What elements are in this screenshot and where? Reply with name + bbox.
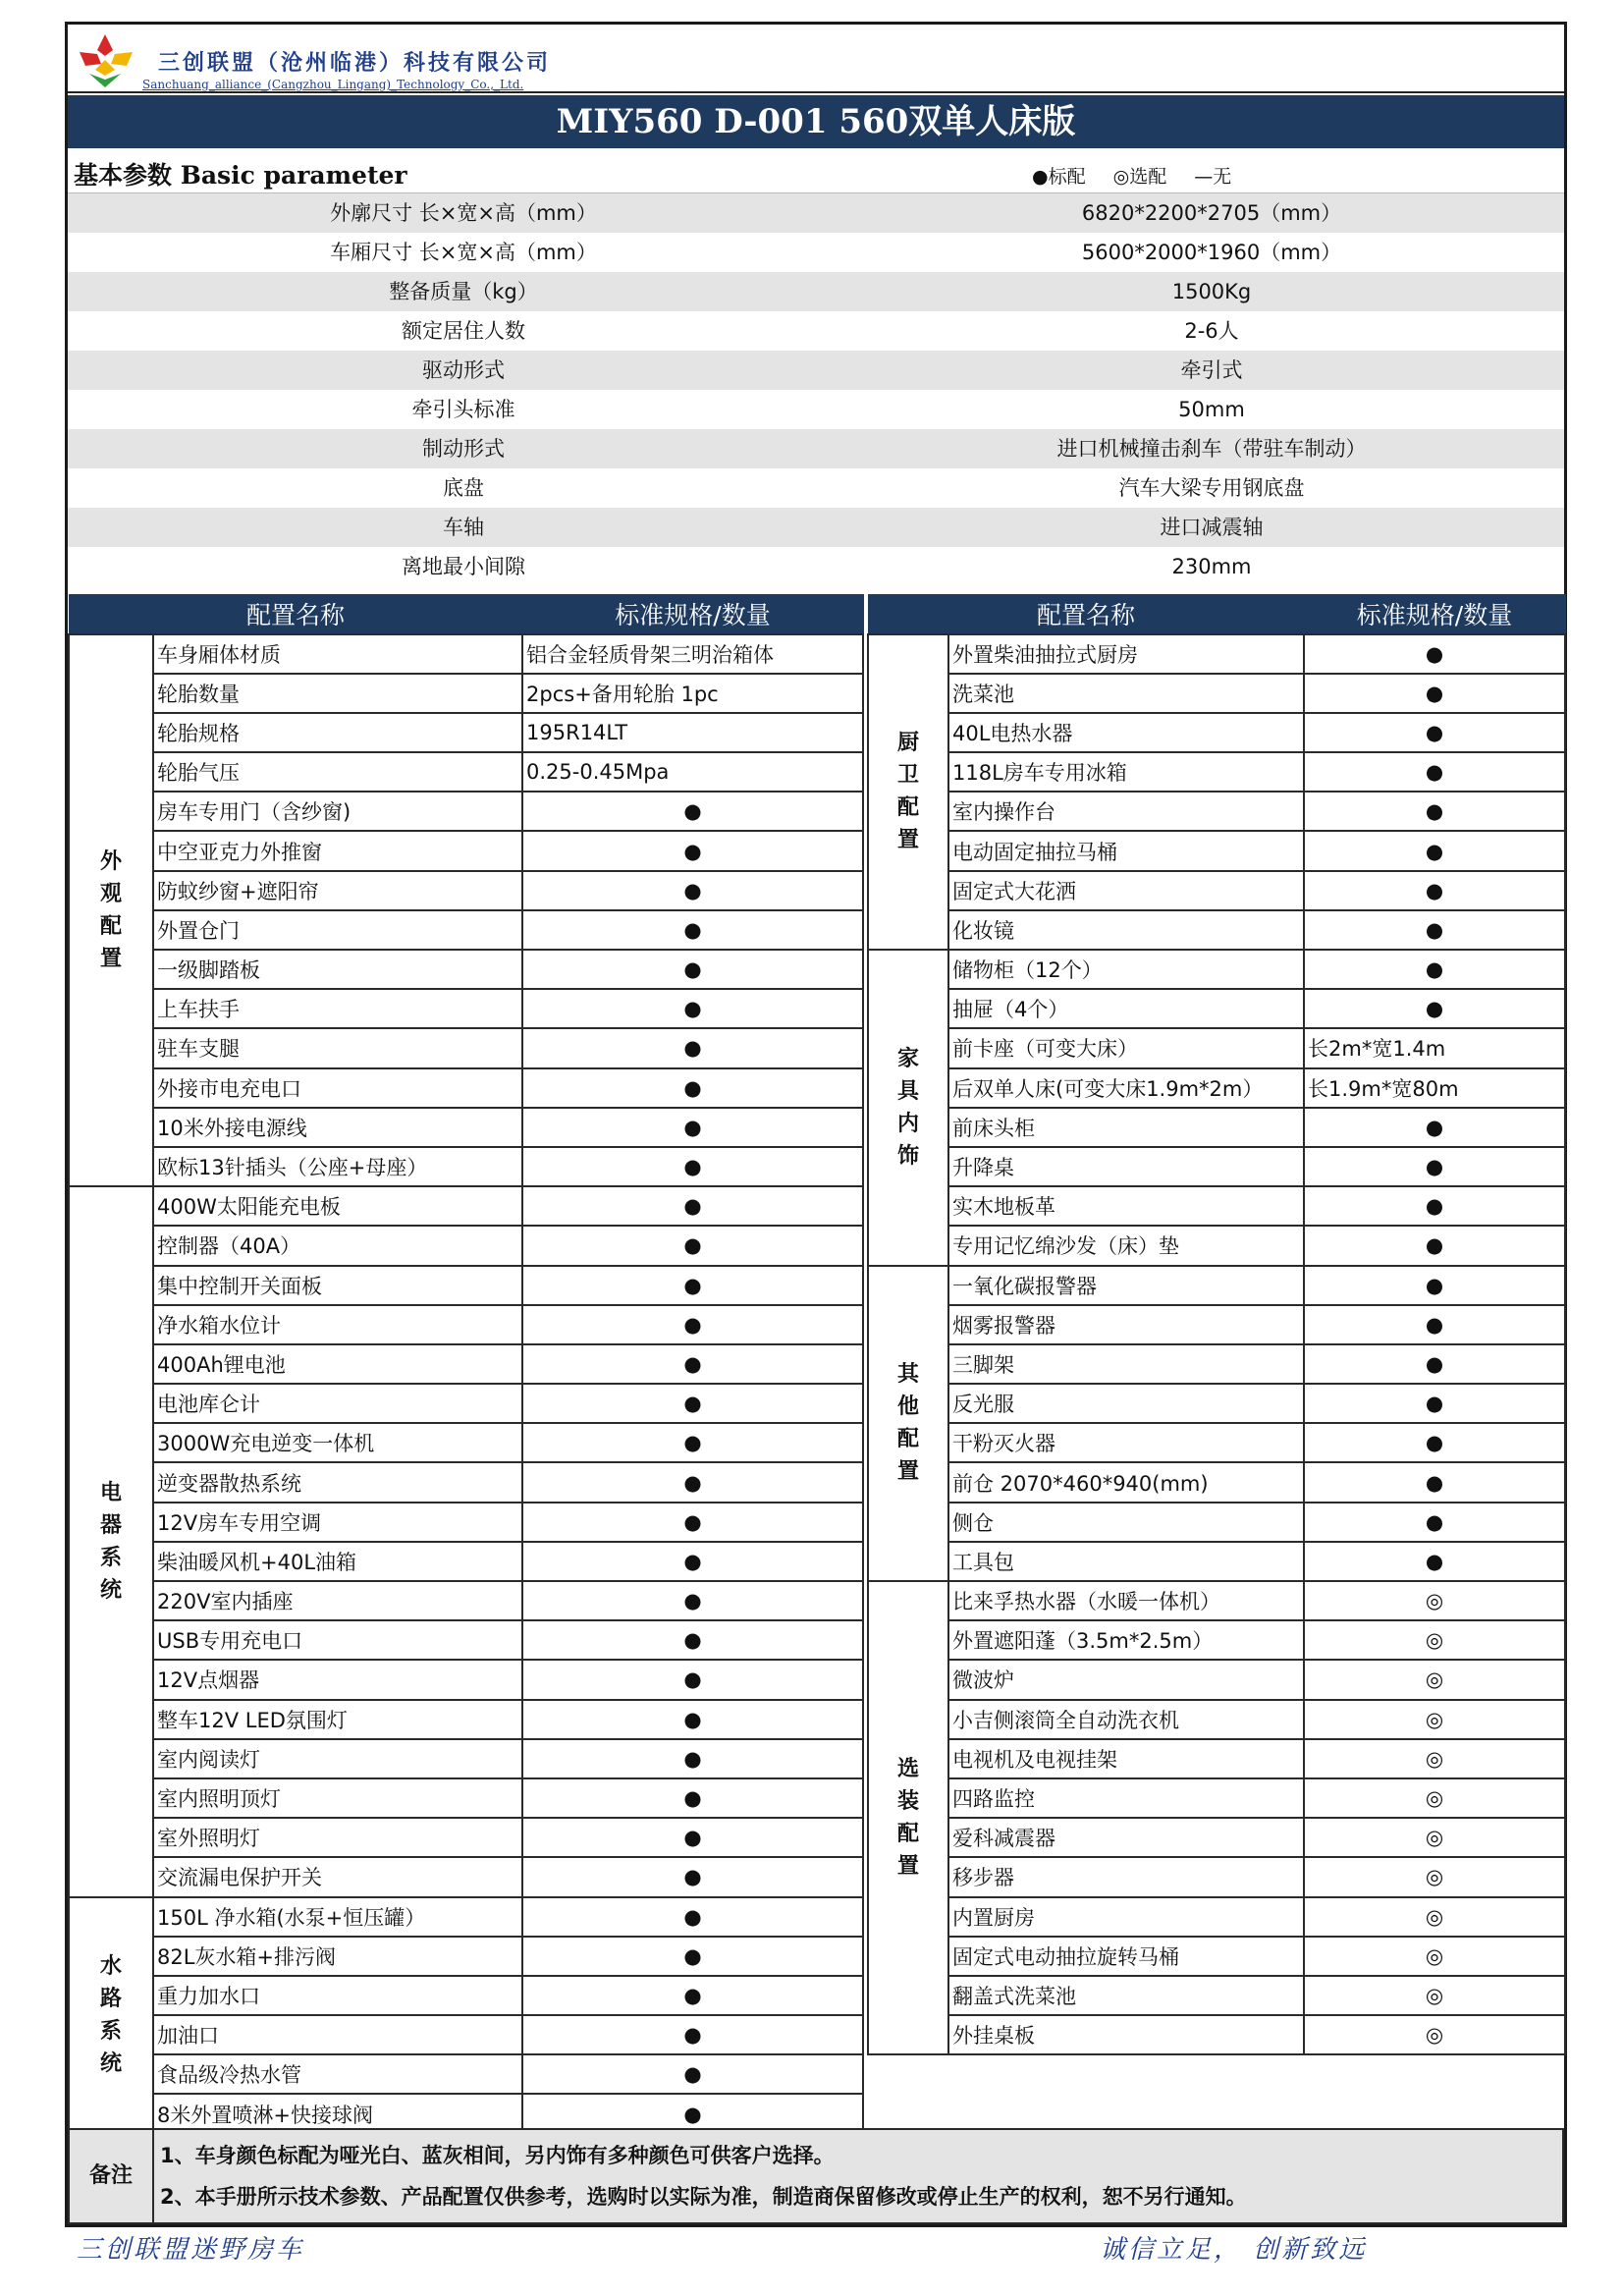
parameter-label: 底盘: [443, 476, 484, 500]
config-table-right: [867, 594, 1566, 2055]
standard-mark: ●: [522, 1344, 863, 1384]
standard-mark: ●: [522, 1384, 863, 1423]
config-row: [868, 1108, 1565, 1147]
config-row: [868, 989, 1565, 1028]
parameter-row: [68, 390, 1564, 429]
standard-mark: ●: [522, 1147, 863, 1186]
config-item-name: 实木地板革: [948, 1186, 1304, 1226]
standard-mark: ●: [1304, 792, 1565, 831]
config-row: [69, 1147, 863, 1186]
config-row: [868, 1857, 1565, 1896]
standard-mark: ●: [1304, 1344, 1565, 1384]
config-item-name: 82L灰水箱+排污阀: [153, 1937, 522, 1976]
config-item-name: 400W太阳能充电板: [153, 1186, 522, 1226]
config-row: [69, 1423, 863, 1462]
config-item-name: 加油口: [153, 2015, 522, 2054]
config-row: [868, 1700, 1565, 1739]
config-row: [868, 1068, 1565, 1108]
parameter-row: [68, 193, 1564, 233]
config-row: [868, 1305, 1565, 1344]
optional-mark: ◎: [1304, 1897, 1565, 1937]
config-item-name: 欧标13针插头（公座+母座）: [153, 1147, 522, 1186]
config-item-name: 三脚架: [948, 1344, 1304, 1384]
config-group-label: [868, 950, 948, 1266]
parameter-label: 牵引头标准: [411, 398, 515, 421]
notes-label: 备注: [70, 2130, 154, 2222]
standard-mark: ●: [1304, 634, 1565, 674]
config-item-name: 反光服: [948, 1384, 1304, 1423]
config-item-name: 外置柴油抽拉式厨房: [948, 634, 1304, 674]
config-item-name: 电池库仑计: [153, 1384, 522, 1423]
optional-mark: ◎: [1304, 1976, 1565, 2015]
config-item-name: 抽屉（4个）: [948, 989, 1304, 1028]
config-group-text: 厨卫配置: [896, 731, 919, 853]
config-item-name: 8米外置喷淋+快接球阀: [153, 2094, 522, 2133]
config-row: [69, 1542, 863, 1581]
standard-mark: ●: [522, 1226, 863, 1265]
parameter-value: 进口机械撞击刹车（带驻车制动）: [1056, 437, 1367, 461]
config-item-spec: 长1.9m*宽80m: [1304, 1068, 1565, 1108]
config-row: [868, 950, 1565, 989]
parameter-row: [68, 351, 1564, 390]
standard-mark: ●: [1304, 1462, 1565, 1502]
config-item-name: 室内阅读灯: [153, 1739, 522, 1778]
config-row: [69, 1068, 863, 1108]
config-row: [69, 2054, 863, 2094]
config-row: [868, 1147, 1565, 1186]
legend-none: —无: [1194, 166, 1232, 188]
config-row: [69, 1976, 863, 2015]
config-group-text: 水路系统: [99, 1954, 122, 2077]
config-item-name: 四路监控: [948, 1778, 1304, 1818]
config-item-name: 专用记忆绵沙发（床）垫: [948, 1226, 1304, 1265]
standard-mark: ●: [522, 1503, 863, 1542]
standard-mark: ●: [1304, 871, 1565, 910]
config-row: [868, 752, 1565, 792]
config-row: [69, 1384, 863, 1423]
standard-mark: ●: [1304, 1542, 1565, 1581]
parameter-row: [68, 547, 1564, 586]
config-item-name: 柴油暖风机+40L油箱: [153, 1542, 522, 1581]
config-item-name: 车身厢体材质: [153, 634, 522, 674]
config-item-name: 前床头柜: [948, 1108, 1304, 1147]
standard-mark: ●: [1304, 1226, 1565, 1265]
optional-mark: ◎: [1304, 1700, 1565, 1739]
config-item-name: 10米外接电源线: [153, 1108, 522, 1147]
basic-parameter-title: 基本参数 Basic parameter: [74, 161, 407, 190]
legend: [1032, 162, 1253, 189]
config-item-name: 防蚊纱窗+遮阳帘: [153, 871, 522, 910]
config-item-name: 室外照明灯: [153, 1818, 522, 1857]
config-item-name: 一氧化碳报警器: [948, 1266, 1304, 1305]
config-row: [69, 1897, 863, 1937]
config-row: [69, 1660, 863, 1699]
config-row: [868, 1818, 1565, 1857]
config-group-text: 其他配置: [896, 1362, 919, 1485]
config-row: [868, 1620, 1565, 1660]
config-item-name: 轮胎气压: [153, 752, 522, 792]
standard-mark: ●: [522, 1305, 863, 1344]
config-item-name: 室内照明顶灯: [153, 1778, 522, 1818]
parameter-label: 车厢尺寸 长×宽×高（mm）: [330, 241, 597, 264]
optional-mark: ◎: [1304, 1660, 1565, 1699]
standard-mark: ●: [522, 2054, 863, 2094]
config-item-name: 烟雾报警器: [948, 1305, 1304, 1344]
standard-mark: ●: [522, 1028, 863, 1067]
parameter-row: [68, 429, 1564, 468]
config-item-name: 12V点烟器: [153, 1660, 522, 1699]
config-group-label: [868, 1581, 948, 2054]
config-item-name: 集中控制开关面板: [153, 1266, 522, 1305]
config-row: [868, 634, 1565, 674]
standard-mark: ●: [522, 1660, 863, 1699]
config-row: [868, 1542, 1565, 1581]
standard-mark: ●: [1304, 989, 1565, 1028]
config-row: [868, 1739, 1565, 1778]
config-item-name: 小吉侧滚筒全自动洗衣机: [948, 1700, 1304, 1739]
config-item-name: 移步器: [948, 1857, 1304, 1896]
config-row: [69, 1028, 863, 1067]
config-group-label: [868, 1266, 948, 1582]
standard-mark: ●: [1304, 1266, 1565, 1305]
config-item-name: 交流漏电保护开关: [153, 1857, 522, 1896]
config-row: [868, 1423, 1565, 1462]
config-row: [69, 831, 863, 870]
config-item-name: 118L房车专用冰箱: [948, 752, 1304, 792]
config-item-name: 翻盖式洗菜池: [948, 1976, 1304, 2015]
config-row: [69, 792, 863, 831]
parameter-value: 汽车大梁专用钢底盘: [1118, 476, 1305, 500]
config-row: [69, 1108, 863, 1147]
parameter-label: 外廓尺寸 长×宽×高（mm）: [330, 201, 597, 225]
config-item-name: 电视机及电视挂架: [948, 1739, 1304, 1778]
optional-mark: ◎: [1304, 1818, 1565, 1857]
legend-standard: ●标配: [1032, 166, 1086, 188]
config-row: [868, 1344, 1565, 1384]
parameter-row: [68, 233, 1564, 272]
parameter-label: 驱动形式: [422, 358, 505, 382]
config-row: [69, 1462, 863, 1502]
config-group-label: [69, 1186, 153, 1896]
config-row: [868, 1581, 1565, 1620]
config-row: [868, 1897, 1565, 1937]
note-line-2: 2、本手册所示技术参数、产品配置仅供参考，选购时以实际为准，制造商保留修改或停止生产的权利，恕不另行通知。: [160, 2185, 1247, 2209]
standard-mark: ●: [522, 950, 863, 989]
config-row: [69, 989, 863, 1028]
config-item-name: 12V房车专用空调: [153, 1503, 522, 1542]
parameter-row: [68, 311, 1564, 351]
config-row: [69, 910, 863, 950]
config-item-name: 整车12V LED氛围灯: [153, 1700, 522, 1739]
config-item-name: 驻车支腿: [153, 1028, 522, 1067]
standard-mark: ●: [1304, 713, 1565, 752]
note-line-1: 1、车身颜色标配为哑光白、蓝灰相间，另内饰有多种颜色可供客户选择。: [160, 2144, 835, 2167]
config-row: [69, 2015, 863, 2054]
parameter-value: 230mm: [1171, 555, 1252, 578]
footer-brand: 三创联盟迷野房车: [77, 2235, 305, 2265]
config-row: [868, 1976, 1565, 2015]
notes-box: [68, 2128, 1564, 2224]
config-row: [868, 2015, 1565, 2054]
standard-mark: ●: [522, 1976, 863, 2015]
config-item-name: 干粉灭火器: [948, 1423, 1304, 1462]
parameter-label: 车轴: [443, 516, 484, 539]
standard-mark: ●: [1304, 1503, 1565, 1542]
config-group-text: 电器系统: [99, 1480, 122, 1603]
config-item-name: 外置仓门: [153, 910, 522, 950]
parameter-value: 2-6人: [1184, 319, 1239, 343]
config-item-name: 工具包: [948, 1542, 1304, 1581]
config-item-name: 一级脚踏板: [153, 950, 522, 989]
config-row: [69, 674, 863, 713]
config-row: [69, 1503, 863, 1542]
config-row: [69, 1620, 863, 1660]
config-item-spec: 铝合金轻质骨架三明治箱体: [522, 634, 863, 674]
config-row: [868, 871, 1565, 910]
standard-mark: ●: [522, 1778, 863, 1818]
config-item-name: 前仓 2070*460*940(mm): [948, 1462, 1304, 1502]
config-row: [868, 1028, 1565, 1067]
config-row: [69, 1305, 863, 1344]
config-item-spec: 2pcs+备用轮胎 1pc: [522, 674, 863, 713]
config-item-name: 外挂桌板: [948, 2015, 1304, 2054]
standard-mark: ●: [522, 871, 863, 910]
config-row: [868, 713, 1565, 752]
standard-mark: ●: [1304, 1147, 1565, 1186]
config-row: [69, 1186, 863, 1226]
basic-parameter-header: [68, 148, 1564, 193]
config-item-name: 前卡座（可变大床）: [948, 1028, 1304, 1067]
config-item-name: 轮胎规格: [153, 713, 522, 752]
standard-mark: ●: [522, 1937, 863, 1976]
config-item-name: 中空亚克力外推窗: [153, 831, 522, 870]
company-name-cn: 三创联盟（沧州临港）科技有限公司: [158, 50, 552, 76]
config-row: [69, 950, 863, 989]
config-row: [69, 1581, 863, 1620]
standard-mark: ●: [522, 2094, 863, 2133]
standard-mark: ●: [522, 1897, 863, 1937]
config-group-text: 选装配置: [896, 1757, 919, 1880]
config-row: [69, 1818, 863, 1857]
standard-mark: ●: [1304, 1305, 1565, 1344]
config-item-name: 逆变器散热系统: [153, 1462, 522, 1502]
config-item-name: 化妆镜: [948, 910, 1304, 950]
standard-mark: ●: [522, 1108, 863, 1147]
company-name-en: Sanchuang_alliance_(Cangzhou_Lingang)_Technology_Co.,_Ltd.: [142, 78, 524, 91]
config-item-name: 3000W充电逆变一体机: [153, 1423, 522, 1462]
standard-mark: ●: [522, 831, 863, 870]
page-title: MIY560 D-001 560双单人床版: [68, 95, 1564, 148]
config-item-name: 固定式电动抽拉旋转马桶: [948, 1937, 1304, 1976]
config-row: [868, 1266, 1565, 1305]
parameter-value: 进口减震轴: [1160, 516, 1264, 539]
config-group-text: 外观配置: [99, 848, 122, 971]
standard-mark: ●: [522, 792, 863, 831]
config-item-name: 外接市电充电口: [153, 1068, 522, 1108]
config-item-name: 洗菜池: [948, 674, 1304, 713]
parameter-row: [68, 272, 1564, 311]
standard-mark: ●: [522, 1620, 863, 1660]
config-spec-header: 标准规格/数量: [1304, 595, 1565, 634]
config-row: [868, 1503, 1565, 1542]
parameter-row: [68, 508, 1564, 547]
standard-mark: ●: [1304, 1384, 1565, 1423]
config-spec-header: 标准规格/数量: [522, 595, 863, 634]
config-item-name: 室内操作台: [948, 792, 1304, 831]
config-item-name: 储物柜（12个）: [948, 950, 1304, 989]
optional-mark: ◎: [1304, 1581, 1565, 1620]
config-row: [69, 634, 863, 674]
parameter-row: [68, 468, 1564, 508]
optional-mark: ◎: [1304, 1778, 1565, 1818]
optional-mark: ◎: [1304, 1937, 1565, 1976]
standard-mark: ●: [1304, 910, 1565, 950]
config-row: [868, 910, 1565, 950]
footer-slogan: 诚信立足， 创新致远: [1100, 2235, 1368, 2265]
optional-mark: ◎: [1304, 1739, 1565, 1778]
optional-mark: ◎: [1304, 1857, 1565, 1896]
config-group-text: 家具内饰: [896, 1046, 919, 1169]
config-name-header: 配置名称: [69, 595, 522, 634]
optional-mark: ◎: [1304, 1620, 1565, 1660]
config-row: [69, 871, 863, 910]
config-item-name: 控制器（40A）: [153, 1226, 522, 1265]
spec-sheet: [65, 22, 1567, 2227]
config-item-name: 内置厨房: [948, 1897, 1304, 1937]
config-row: [69, 713, 863, 752]
config-group-label: [69, 634, 153, 1187]
config-item-name: 房车专用门（含纱窗): [153, 792, 522, 831]
config-item-name: 后双单人床(可变大床1.9m*2m）: [948, 1068, 1304, 1108]
config-item-name: 升降桌: [948, 1147, 1304, 1186]
standard-mark: ●: [522, 989, 863, 1028]
standard-mark: ●: [1304, 1186, 1565, 1226]
config-item-name: 轮胎数量: [153, 674, 522, 713]
config-row: [868, 1462, 1565, 1502]
standard-mark: ●: [522, 1739, 863, 1778]
config-item-spec: 长2m*宽1.4m: [1304, 1028, 1565, 1067]
config-item-name: 上车扶手: [153, 989, 522, 1028]
config-item-name: 重力加水口: [153, 1976, 522, 2015]
legend-optional: ◎选配: [1112, 166, 1167, 188]
standard-mark: ●: [522, 2015, 863, 2054]
config-item-name: 净水箱水位计: [153, 1305, 522, 1344]
standard-mark: ●: [522, 1818, 863, 1857]
config-name-header: 配置名称: [868, 595, 1304, 634]
config-row: [868, 1778, 1565, 1818]
parameter-label: 额定居住人数: [402, 319, 525, 343]
config-item-name: 150L 净水箱(水泵+恒压罐）: [153, 1897, 522, 1937]
standard-mark: ●: [522, 1700, 863, 1739]
config-row: [868, 1660, 1565, 1699]
config-row: [69, 1857, 863, 1896]
config-item-spec: 0.25-0.45Mpa: [522, 752, 863, 792]
parameter-label: 离地最小间隙: [402, 555, 525, 578]
config-group-label: [69, 1897, 153, 2134]
config-row: [868, 674, 1565, 713]
standard-mark: ●: [522, 1266, 863, 1305]
config-row: [69, 1700, 863, 1739]
standard-mark: ●: [522, 1462, 863, 1502]
standard-mark: ●: [1304, 1108, 1565, 1147]
company-logo-icon: [76, 30, 136, 89]
config-item-name: 微波炉: [948, 1660, 1304, 1699]
optional-mark: ◎: [1304, 2015, 1565, 2054]
config-group-label: [868, 634, 948, 951]
company-header: [68, 25, 1564, 93]
config-row: [868, 831, 1565, 870]
config-row: [69, 1226, 863, 1265]
parameter-value: 牵引式: [1180, 358, 1243, 382]
standard-mark: ●: [522, 1542, 863, 1581]
config-row: [868, 1186, 1565, 1226]
parameter-label: 整备质量（kg）: [389, 280, 538, 303]
parameter-label: 制动形式: [422, 437, 505, 461]
parameter-value: 1500Kg: [1171, 280, 1252, 303]
standard-mark: ●: [522, 910, 863, 950]
standard-mark: ●: [522, 1423, 863, 1462]
parameter-value: 50mm: [1178, 398, 1245, 421]
config-item-name: 食品级冷热水管: [153, 2054, 522, 2094]
config-item-spec: 195R14LT: [522, 713, 863, 752]
config-item-name: 40L电热水器: [948, 713, 1304, 752]
config-item-name: 220V室内插座: [153, 1581, 522, 1620]
basic-parameter-list: [68, 193, 1564, 586]
config-row: [69, 752, 863, 792]
config-item-name: 电动固定抽拉马桶: [948, 831, 1304, 870]
config-item-name: 侧仓: [948, 1503, 1304, 1542]
standard-mark: ●: [522, 1068, 863, 1108]
config-item-name: 外置遮阳蓬（3.5m*2.5m）: [948, 1620, 1304, 1660]
standard-mark: ●: [522, 1857, 863, 1896]
standard-mark: ●: [522, 1581, 863, 1620]
config-row: [69, 1937, 863, 1976]
config-row: [69, 1778, 863, 1818]
standard-mark: ●: [522, 1186, 863, 1226]
config-item-name: USB专用充电口: [153, 1620, 522, 1660]
config-row: [868, 1937, 1565, 1976]
config-row: [69, 1344, 863, 1384]
config-row: [69, 1266, 863, 1305]
parameter-value: 5600*2000*1960（mm）: [1081, 241, 1342, 264]
config-row: [69, 1739, 863, 1778]
standard-mark: ●: [1304, 1423, 1565, 1462]
config-row: [868, 1384, 1565, 1423]
config-item-name: 400Ah锂电池: [153, 1344, 522, 1384]
config-row: [868, 1226, 1565, 1265]
config-item-name: 爱科减震器: [948, 1818, 1304, 1857]
standard-mark: ●: [1304, 674, 1565, 713]
standard-mark: ●: [1304, 831, 1565, 870]
parameter-value: 6820*2200*2705（mm）: [1081, 201, 1342, 225]
standard-mark: ●: [1304, 950, 1565, 989]
config-item-name: 固定式大花洒: [948, 871, 1304, 910]
config-row: [868, 792, 1565, 831]
standard-mark: ●: [1304, 752, 1565, 792]
config-table-left: [68, 594, 864, 2135]
config-item-name: 比来孚热水器（水暖一体机）: [948, 1581, 1304, 1620]
